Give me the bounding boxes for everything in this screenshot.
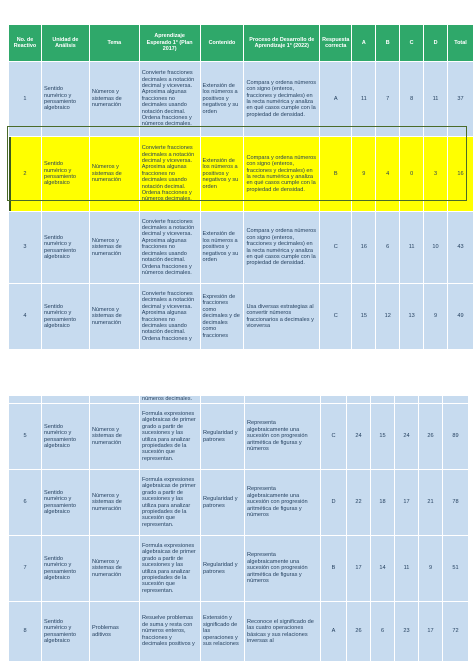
table-row	[9, 284, 474, 350]
respuesta-cell: C	[320, 284, 352, 350]
results-table-top	[8, 24, 474, 350]
tema-cell: Números y sistemas de numeración	[90, 404, 140, 470]
tema-cell	[90, 396, 140, 404]
count-d-cell: 17	[419, 602, 443, 662]
col-header-proceso: Proceso de Desarrollo de Aprendizaje 1° (2022)	[244, 25, 320, 62]
proceso-cell: Representa algebraicamente una sucesión con progresión aritmética de figuras y números	[245, 536, 321, 602]
col-header-b: B	[376, 25, 400, 62]
col-header-unidad: Unidad de Análisis	[41, 25, 89, 62]
count-c-cell: 0	[400, 137, 424, 212]
contenido-cell: Extensión y significado de las operaciones y sus relaciones	[201, 602, 245, 662]
reactivo-number: 7	[9, 536, 42, 602]
respuesta-cell: D	[321, 470, 347, 536]
respuesta-cell: C	[321, 404, 347, 470]
count-a-cell: 26	[347, 602, 371, 662]
aprendizaje-cell: Convierte fracciones decimales a notación decimal y viceversa. Aproxima algunas fracciones no decimales usando notación decimal. Ordena fracciones y números decimales.	[139, 137, 200, 212]
contenido-cell: Regularidad y patrones	[201, 536, 245, 602]
total-cell: 16	[447, 137, 473, 212]
contenido-cell: Extensión de los números a positivos y negativos y su orden	[200, 212, 244, 284]
count-d-cell	[419, 396, 443, 404]
total-cell: 49	[447, 284, 473, 350]
contenido-cell: Regularidad y patrones	[201, 404, 245, 470]
results-table-bottom	[8, 395, 469, 662]
count-c-cell: 23	[395, 602, 419, 662]
reactivo-number: 3	[9, 212, 42, 284]
unidad-cell: Sentido numérico y pensamiento algebraico	[42, 404, 90, 470]
aprendizaje-cell: Convierte fracciones decimales a notación decimal y viceversa. Aproxima algunas fracciones no decimales usando notación decimal. Ordena fracciones y	[139, 284, 200, 350]
count-b-cell: 7	[376, 62, 400, 137]
count-c-cell: 24	[395, 404, 419, 470]
count-b-cell: 15	[371, 404, 395, 470]
unidad-cell: Sentido numérico y pensamiento algebraico	[42, 470, 90, 536]
count-a-cell: 17	[347, 536, 371, 602]
total-cell: 37	[447, 62, 473, 137]
reactivo-number	[9, 396, 42, 404]
aprendizaje-cell: Convierte fracciones decimales a notación decimal y viceversa. Aproxima algunas fracciones no decimales usando notación decimal. Ordena fracciones y números decimales.	[139, 62, 200, 137]
reactivo-number: 5	[9, 404, 42, 470]
count-c-cell: 11	[400, 212, 424, 284]
count-c-cell: 17	[395, 470, 419, 536]
tema-cell: Problemas aditivos	[90, 602, 140, 662]
count-d-cell: 21	[419, 470, 443, 536]
total-cell: 78	[443, 470, 469, 536]
tema-cell: Números y sistemas de numeración	[89, 137, 139, 212]
count-d-cell: 11	[424, 62, 448, 137]
tema-cell: Números y sistemas de numeración	[89, 212, 139, 284]
aprendizaje-cell: Convierte fracciones decimales a notación decimal y viceversa. Aproxima algunas fracciones no decimales usando notación decimal. Ordena fracciones y números decimales.	[139, 212, 200, 284]
count-c-cell: 8	[400, 62, 424, 137]
col-header-total: Total	[447, 25, 473, 62]
col-header-contenido: Contenido	[200, 25, 244, 62]
contenido-cell: Extensión de los números a positivos y negativos y su orden	[200, 137, 244, 212]
proceso-cell: Compara y ordena números con signo (enteros, fracciones y decimales) en la recta numérica y analiza en qué casos cumple con la propiedad de densidad.	[244, 62, 320, 137]
col-header-respuesta: Respuesta correcta	[320, 25, 352, 62]
tema-cell: Números y sistemas de numeración	[90, 536, 140, 602]
count-a-cell: 9	[352, 137, 376, 212]
table-row	[9, 396, 469, 404]
aprendizaje-cell: Formula expresiones algebraicas de primer grado a partir de sucesiones y las utiliza para analizar propiedades de la sucesión que representan.	[140, 470, 201, 536]
tema-cell: Números y sistemas de numeración	[89, 62, 139, 137]
count-b-cell: 6	[376, 212, 400, 284]
table-row	[9, 470, 469, 536]
unidad-cell: Sentido numérico y pensamiento algebraico	[41, 137, 89, 212]
total-cell: 51	[443, 536, 469, 602]
count-a-cell: 15	[352, 284, 376, 350]
col-header-aprendizaje: Aprendizaje Esperado 1° (Plan 2017)	[139, 25, 200, 62]
count-b-cell: 18	[371, 470, 395, 536]
tema-cell: Números y sistemas de numeración	[90, 470, 140, 536]
count-b-cell	[371, 396, 395, 404]
reactivo-number: 8	[9, 602, 42, 662]
col-header-d: D	[424, 25, 448, 62]
col-header-no: No. de Reactivo	[9, 25, 42, 62]
respuesta-cell	[321, 396, 347, 404]
aprendizaje-cell: números decimales.	[140, 396, 201, 404]
unidad-cell: Sentido numérico y pensamiento algebraico	[41, 62, 89, 137]
table-row	[9, 536, 469, 602]
count-a-cell: 24	[347, 404, 371, 470]
count-d-cell: 10	[424, 212, 448, 284]
table-row	[9, 137, 474, 212]
unidad-cell: Sentido numérico y pensamiento algebraico	[41, 212, 89, 284]
table-row	[9, 404, 469, 470]
proceso-cell: Usa diversas estrategias al convertir números fraccionarios a decimales y viceversa	[244, 284, 320, 350]
proceso-cell: Compara y ordena números con signo (enteros, fracciones y decimales) en la recta numérica y analiza en qué casos cumple con la propiedad de densidad.	[244, 137, 320, 212]
count-b-cell: 12	[376, 284, 400, 350]
unidad-cell: Sentido numérico y pensamiento algebraico	[41, 284, 89, 350]
proceso-cell: Representa algebraicamente una sucesión con progresión aritmética de figuras y números	[245, 404, 321, 470]
page-gap	[0, 361, 474, 395]
table-row	[9, 62, 474, 137]
count-b-cell: 4	[376, 137, 400, 212]
contenido-cell: Regularidad y patrones	[201, 470, 245, 536]
count-c-cell: 11	[395, 536, 419, 602]
table-row	[9, 212, 474, 284]
count-b-cell: 14	[371, 536, 395, 602]
col-header-c: C	[400, 25, 424, 62]
count-a-cell: 11	[352, 62, 376, 137]
respuesta-cell: A	[321, 602, 347, 662]
reactivo-number: 4	[9, 284, 42, 350]
proceso-cell: Reconoce el significado de las cuatro operaciones básicas y sus relaciones inversas al	[245, 602, 321, 662]
contenido-cell: Expresión de fracciones como decimales y de decimales como fracciones	[200, 284, 244, 350]
header-row	[9, 25, 474, 62]
respuesta-cell: B	[320, 137, 352, 212]
count-a-cell	[347, 396, 371, 404]
total-cell: 72	[443, 602, 469, 662]
reactivo-number: 6	[9, 470, 42, 536]
col-header-tema: Tema	[89, 25, 139, 62]
contenido-cell	[201, 396, 245, 404]
tema-cell: Números y sistemas de numeración	[89, 284, 139, 350]
contenido-cell: Extensión de los números a positivos y negativos y su orden	[200, 62, 244, 137]
col-header-a: A	[352, 25, 376, 62]
reactivo-number: 2	[9, 137, 42, 212]
aprendizaje-cell: Resuelve problemas de suma y resta con números enteros, fracciones y decimales positivos y	[140, 602, 201, 662]
proceso-cell	[245, 396, 321, 404]
aprendizaje-cell: Formula expresiones algebraicas de primer grado a partir de sucesiones y las utiliza para analizar propiedades de la sucesión que representan.	[140, 404, 201, 470]
count-c-cell: 13	[400, 284, 424, 350]
unidad-cell: Sentido numérico y pensamiento algebraico	[42, 536, 90, 602]
total-cell	[443, 396, 469, 404]
proceso-cell: Compara y ordena números con signo (enteros, fracciones y decimales) en la recta numérica y analiza en qué casos cumple con la propiedad de densidad.	[244, 212, 320, 284]
total-cell: 43	[447, 212, 473, 284]
count-a-cell: 22	[347, 470, 371, 536]
respuesta-cell: C	[320, 212, 352, 284]
reactivo-number: 1	[9, 62, 42, 137]
proceso-cell: Representa algebraicamente una sucesión con progresión aritmética de figuras y números	[245, 470, 321, 536]
count-d-cell: 9	[419, 536, 443, 602]
count-a-cell: 16	[352, 212, 376, 284]
count-d-cell: 9	[424, 284, 448, 350]
count-d-cell: 26	[419, 404, 443, 470]
count-c-cell	[395, 396, 419, 404]
respuesta-cell: A	[320, 62, 352, 137]
unidad-cell: Sentido numérico y pensamiento algebraico	[42, 602, 90, 662]
unidad-cell	[42, 396, 90, 404]
respuesta-cell: B	[321, 536, 347, 602]
aprendizaje-cell: Formula expresiones algebraicas de primer grado a partir de sucesiones y las utiliza para analizar propiedades de la sucesión que representan.	[140, 536, 201, 602]
count-b-cell: 6	[371, 602, 395, 662]
count-d-cell: 3	[424, 137, 448, 212]
total-cell: 89	[443, 404, 469, 470]
